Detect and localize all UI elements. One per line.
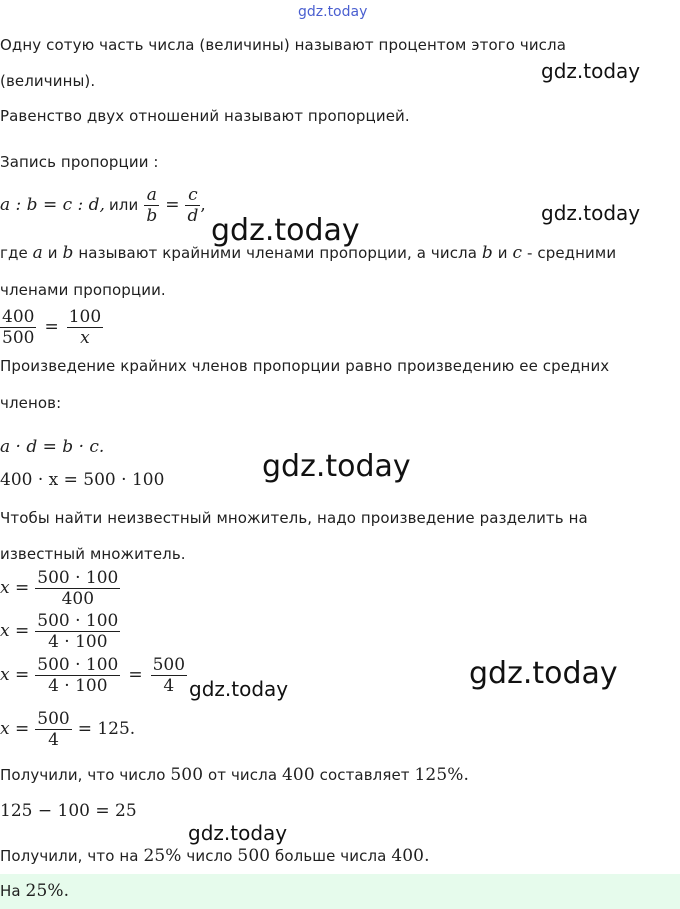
formula-result: x = $\frac{500}{4}$ = 125. <box>0 708 136 750</box>
formula-ratio: a : b = c : d, <box>0 195 105 215</box>
answer-highlight <box>0 874 680 909</box>
fraction-step3b: $\frac{500}{4}$ <box>152 654 186 696</box>
formula-step2: x = $\frac{500 \cdot 100}{4 \cdot 100}$ <box>0 610 119 652</box>
paragraph-difference: Получили, что на 25% число 500 больше числа 400. <box>0 846 430 866</box>
watermark-large: gdz.today <box>469 656 618 691</box>
fraction-step2: $\frac{500 \cdot 100}{4 \cdot 100}$ <box>37 610 119 652</box>
paragraph-percent-def-line1: Одну сотую часть числа (величины) называют процентом этого числа <box>0 36 566 54</box>
watermark-large: gdz.today <box>262 449 411 484</box>
formula-given-proportion: $\frac{400}{500}$ = $\frac{100}{x}$ <box>2 306 102 348</box>
formula-step3: x = $\frac{500 \cdot 100}{4 \cdot 100}$ = $\frac{500}{4}$ <box>0 654 186 696</box>
paragraph-product-rule-line2: членов: <box>0 394 62 412</box>
paragraph-unknown-factor-line2: известный множитель. <box>0 545 186 563</box>
watermark: gdz.today <box>541 201 641 225</box>
formula-product-rule: a · d = b · c. <box>0 437 105 457</box>
watermark-large: gdz.today <box>211 213 360 248</box>
formula-400x: 400 · x = 500 · 100 <box>0 470 165 490</box>
paragraph-extreme-means-line1: где a и b называют крайними членами пропорции, а числа b и c - средними <box>0 243 617 263</box>
fraction-400-500: $\frac{400}{500}$ <box>2 306 35 348</box>
answer-text: На 25%. <box>0 881 70 901</box>
fraction-step3a: $\frac{500 \cdot 100}{4 \cdot 100}$ <box>37 654 119 696</box>
word-or: или <box>108 196 139 214</box>
formula-proportion: a : b = c : d, или $\frac{a}{b}$ = $\frac{c}{d}$ , <box>0 184 206 226</box>
paragraph-extreme-means-line2: членами пропорции. <box>0 281 166 299</box>
paragraph-product-rule-line1: Произведение крайних членов пропорции равно произведению ее средних <box>0 357 610 375</box>
paragraph-proportion-def: Равенство двух отношений называют пропорцией. <box>0 107 410 125</box>
watermark: gdz.today <box>188 821 288 845</box>
watermark: gdz.today <box>541 59 641 83</box>
paragraph-unknown-factor-line1: Чтобы найти неизвестный множитель, надо произведение разделить на <box>0 509 588 527</box>
watermark-top: gdz.today <box>298 4 368 20</box>
watermark: gdz.today <box>189 677 289 701</box>
paragraph-proportion-notation: Запись пропорции : <box>0 153 159 171</box>
fraction-100-x: $\frac{100}{x}$ <box>68 306 102 348</box>
formula-subtraction: 125 − 100 = 25 <box>0 801 137 821</box>
fraction-step1: $\frac{500 \cdot 100}{400}$ <box>37 567 119 609</box>
paragraph-result-percent: Получили, что число 500 от числа 400 составляет 125%. <box>0 765 470 785</box>
paragraph-percent-def-line2: (величины). <box>0 72 96 90</box>
fraction-c-d: $\frac{c}{d}$ <box>187 184 199 226</box>
fraction-a-b: $\frac{a}{b}$ <box>146 184 158 226</box>
fraction-500-4: $\frac{500}{4}$ <box>37 708 70 750</box>
formula-step1: x = $\frac{500 \cdot 100}{400}$ <box>0 567 119 609</box>
